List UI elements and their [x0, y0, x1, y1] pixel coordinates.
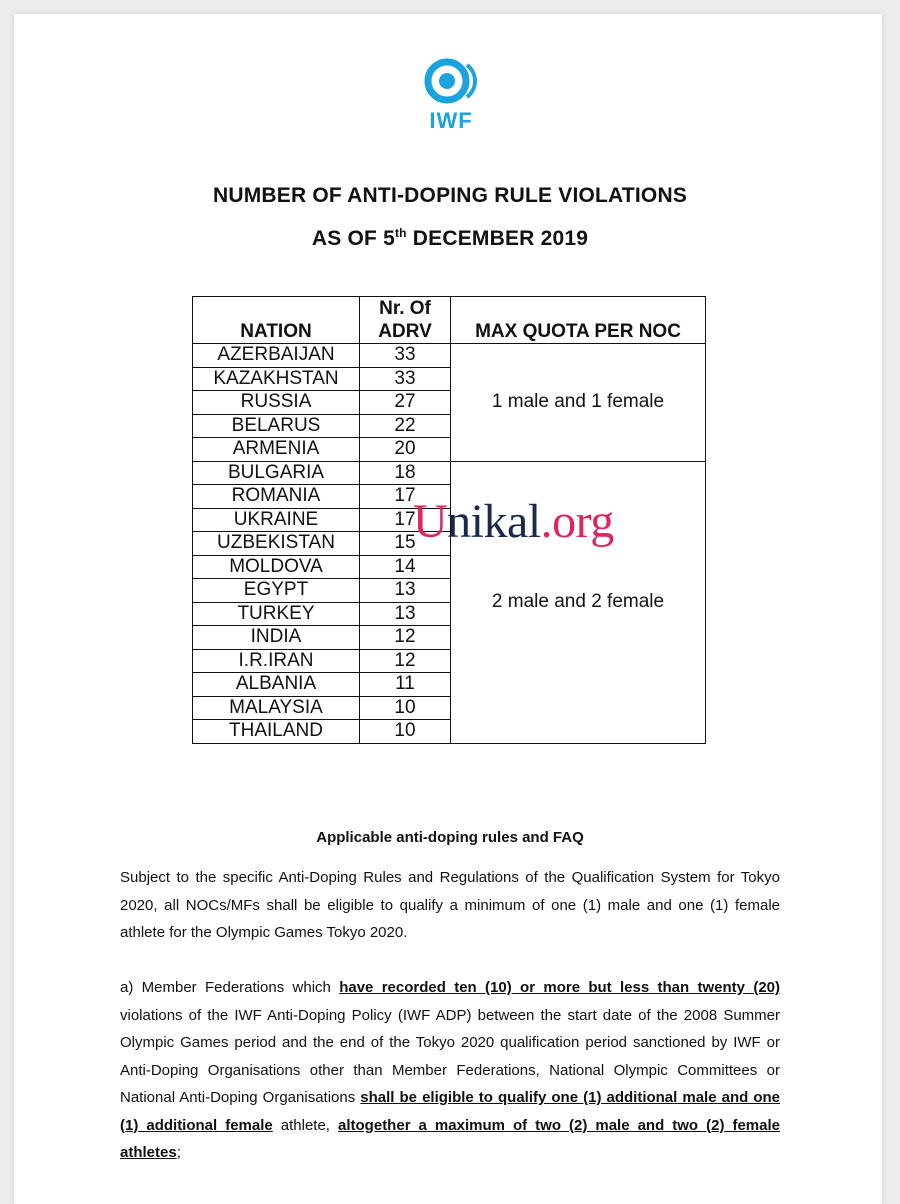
- nation-cell: ROMANIA: [193, 485, 360, 509]
- adrv-cell: 22: [360, 414, 451, 438]
- paragraph-2: a) Member Federations which have recorded ten (10) or more but less than twenty (20) violations of the IWF Anti-Doping Policy (IWF ADP) between the start date of the 2008 Summer Olympic Games period and the end of the Tokyo 2020 qualification period sanctioned by IWF or Anti-Doping Organisations other than Member Federations, National Olympic Committees or National Anti-Doping Organisations shall be eligible to qualify one (1) additional male and one (1) additional female athlete, altogether a maximum of two (2) male and two (2) female athletes;: [120, 979, 780, 1161]
- adrv-cell: 27: [360, 391, 451, 415]
- header-nation: NATION: [193, 297, 360, 344]
- nation-cell: MOLDOVA: [193, 555, 360, 579]
- section-title: Applicable anti-doping rules and FAQ: [316, 829, 584, 846]
- adrv-cell: 18: [360, 461, 451, 485]
- adrv-cell: 17: [360, 485, 451, 509]
- nation-cell: UKRAINE: [193, 508, 360, 532]
- adrv-cell: 20: [360, 438, 451, 462]
- adrv-cell: 33: [360, 344, 451, 368]
- nation-cell: UZBEKISTAN: [193, 532, 360, 556]
- adrv-cell: 10: [360, 720, 451, 744]
- nation-cell: BULGARIA: [193, 461, 360, 485]
- quota-cell: 1 male and 1 female: [451, 344, 706, 462]
- adrv-cell: 13: [360, 602, 451, 626]
- paragraph-1: Subject to the specific Anti-Doping Rules and Regulations of the Qualification System for Tokyo 2020, all NOCs/MFs shall be eligible to qualify a minimum of one (1) male and one (1) female athlete for the Olympic Games Tokyo 2020.: [120, 869, 780, 941]
- nation-cell: INDIA: [193, 626, 360, 650]
- nation-cell: AZERBAIJAN: [193, 344, 360, 368]
- nation-cell: TURKEY: [193, 602, 360, 626]
- nation-cell: THAILAND: [193, 720, 360, 744]
- nation-cell: BELARUS: [193, 414, 360, 438]
- iwf-logo-text: IWF: [429, 108, 473, 133]
- header-quota: MAX QUOTA PER NOC: [451, 297, 706, 344]
- title-line-1: NUMBER OF ANTI-DOPING RULE VIOLATIONS: [212, 184, 688, 207]
- header-adrv: Nr. Of ADRV: [360, 297, 451, 344]
- nation-cell: EGYPT: [193, 579, 360, 603]
- adrv-cell: 14: [360, 555, 451, 579]
- nation-cell: I.R.IRAN: [193, 649, 360, 673]
- adrv-cell: 10: [360, 696, 451, 720]
- nation-cell: ARMENIA: [193, 438, 360, 462]
- adrv-cell: 13: [360, 579, 451, 603]
- nation-cell: ALBANIA: [193, 673, 360, 697]
- adrv-cell: 12: [360, 649, 451, 673]
- nation-cell: MALAYSIA: [193, 696, 360, 720]
- iwf-rings-icon: [420, 58, 482, 108]
- adrv-cell: 11: [360, 673, 451, 697]
- adrv-cell: 15: [360, 532, 451, 556]
- iwf-logo: [420, 58, 482, 136]
- quota-cell: 2 male and 2 female: [451, 461, 706, 743]
- nation-cell: KAZAKHSTAN: [193, 367, 360, 391]
- adrv-cell: 17: [360, 508, 451, 532]
- adrv-cell: 33: [360, 367, 451, 391]
- nation-cell: RUSSIA: [193, 391, 360, 415]
- title-line-2: AS OF 5th DECEMBER 2019: [311, 226, 589, 250]
- adrv-cell: 12: [360, 626, 451, 650]
- table-row: [193, 344, 706, 368]
- table-row: [193, 461, 706, 485]
- watermark: Unikal.org: [413, 495, 614, 548]
